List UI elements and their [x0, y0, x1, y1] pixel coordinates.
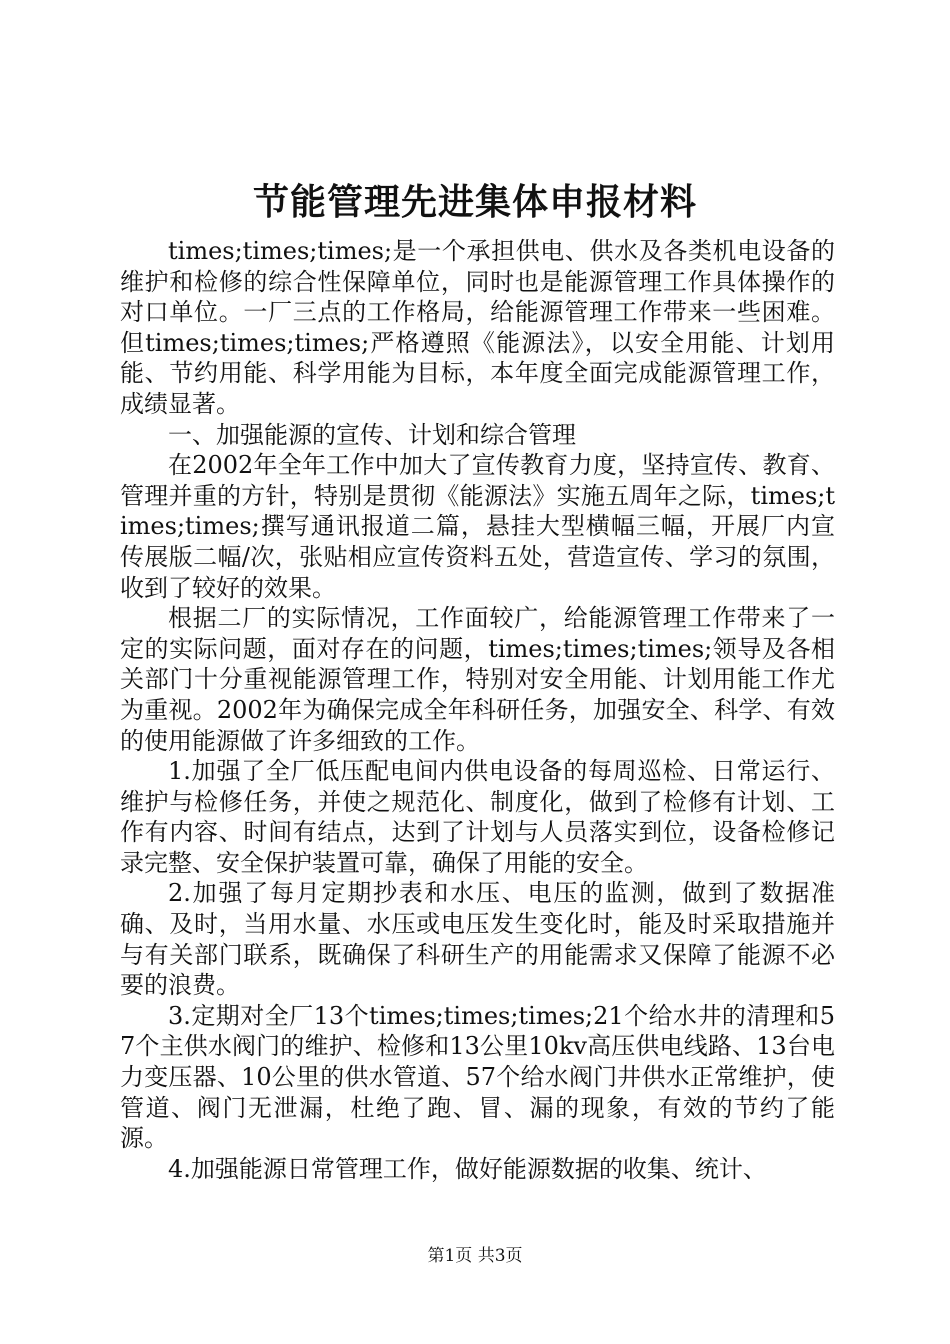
list-item-4: 4.加强能源日常管理工作，做好能源数据的收集、统计、 [168, 1154, 767, 1183]
paragraph-conditions: 根据二厂的实际情况，工作面较广，给能源管理工作带来了一定的实际问题，面对存在的问题，times;times;times;领导及各相关部门十分重视能源管理工作，特别对安全用能、计划用能工作尤为重视。2002年为确保完成全年科研任务，加强安全、科学、有效的使用能源做了许多细致的工作。 [120, 604, 835, 755]
paragraph-intro: times;times;times;是一个承担供电、供水及各类机电设备的维护和检修的综合性保障单位，同时也是能源管理工作具体操作的对口单位。一厂三点的工作格局，给能源管理工作带来一些困难。但times;times;times;严格遵照《能源法》，以安全用能、计划用能、节约用能、科学用能为目标，本年度全面完成能源管理工作，成绩显著。 [120, 237, 835, 418]
list-item-3: 3.定期对全厂13个times;times;times;21个给水井的清理和57个主供水阀门的维护、检修和13公里10kv高压供电线路、13台电力变压器、10公里的供水管道、57个给水阀门井供水正常维护，使管道、阀门无泄漏，杜绝了跑、冒、漏的现象，有效的节约了能源。 [120, 1001, 835, 1153]
paragraph-publicity: 在2002年全年工作中加大了宣传教育力度，坚持宣传、教育、管理并重的方针，特别是贯彻《能源法》实施五周年之际，times;times;times;撰写通讯报道二篇，悬挂大型横幅三幅，开展厂内宣传展版二幅/次，张贴相应宣传资料五处，营造宣传、学习的氛围，收到了较好的效果。 [120, 451, 835, 602]
list-item-2: 2.加强了每月定期抄表和水压、电压的监测，做到了数据准确、及时，当用水量、水压或电压发生变化时，能及时采取措施并与有关部门联系，既确保了科研生产的用能需求又保障了能源不必要的浪费。 [120, 879, 835, 1000]
list-item-1: 1.加强了全厂低压配电间内供电设备的每周巡检、日常运行、维护与检修任务，并使之规范化、制度化，做到了检修有计划、工作有内容、时间有结点，达到了计划与人员落实到位，设备检修记录完整、安全保护装置可靠，确保了用能的安全。 [120, 757, 835, 877]
page-number-footer: 第1页 共3页 [427, 1246, 523, 1266]
section-heading-1: 一、加强能源的宣传、计划和综合管理 [168, 420, 576, 449]
document-title: 节能管理先进集体申报材料 [252, 181, 697, 223]
document-body [120, 236, 835, 1184]
